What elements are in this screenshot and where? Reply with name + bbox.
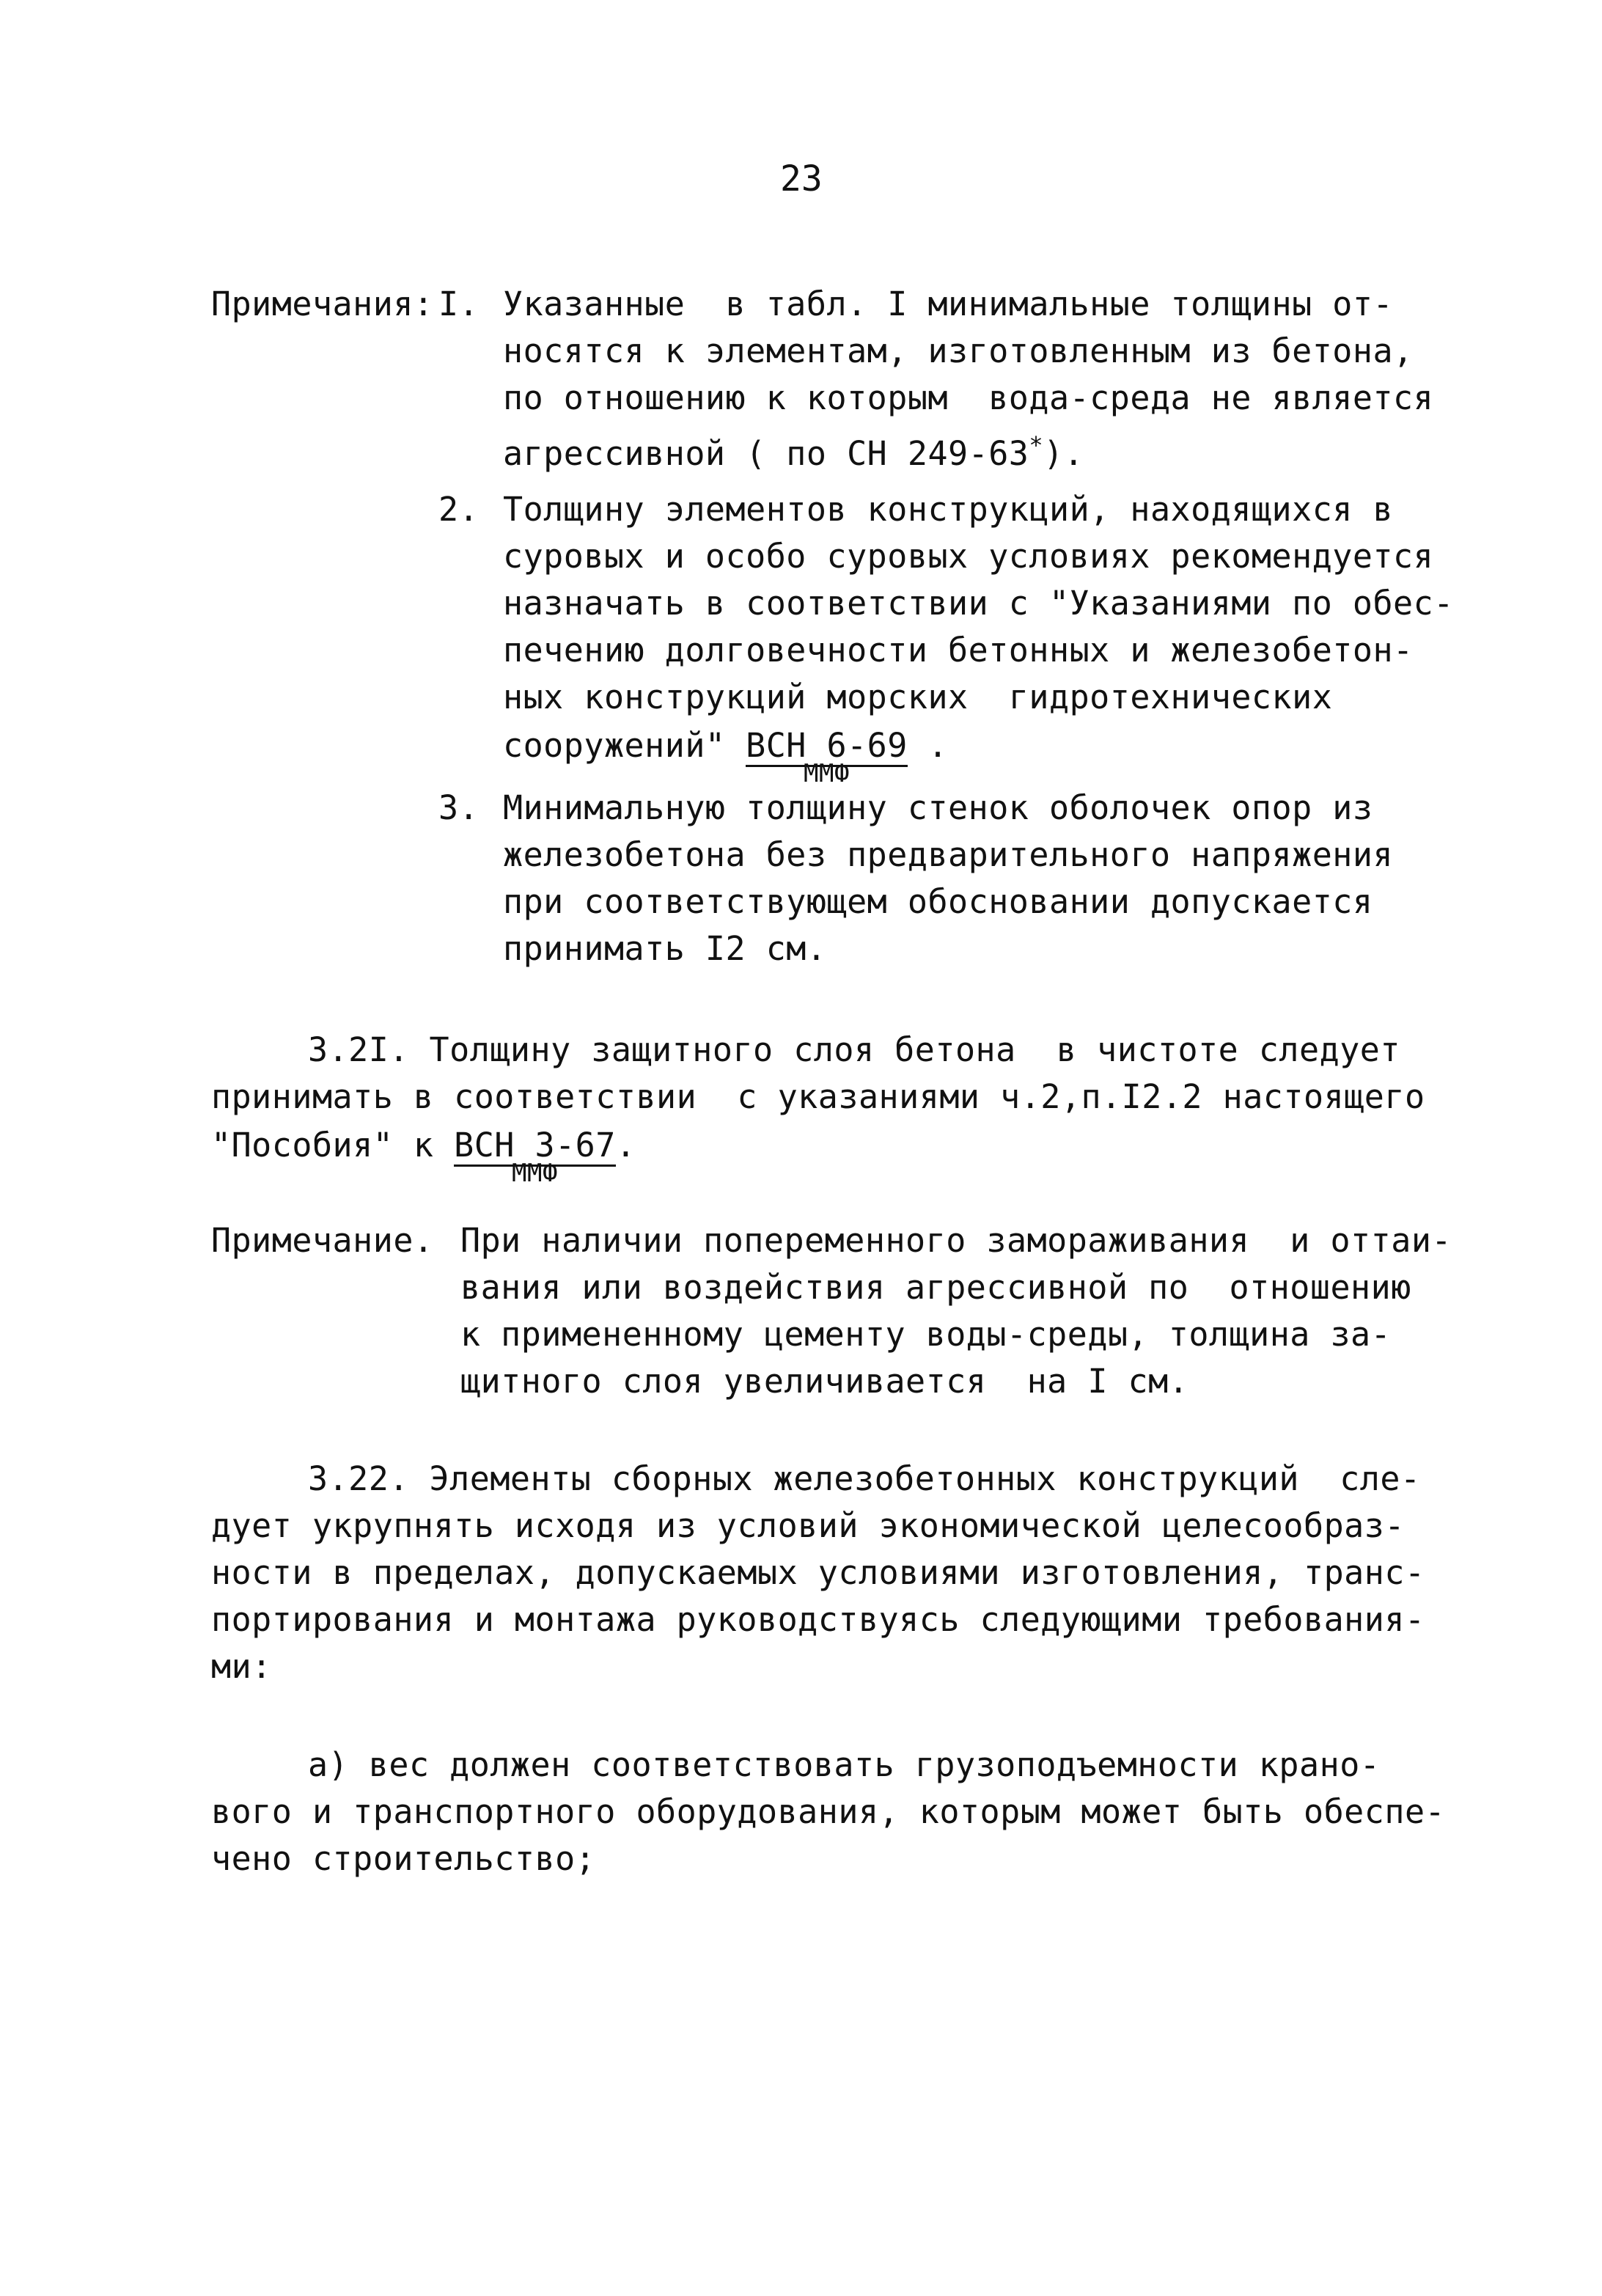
note-2-line-6: сооружений" ВСН 6-69 ММФ . [503, 722, 948, 769]
p322-line-3: ности в пределах, допускаемых условиями изготовления, транс- [211, 1553, 1425, 1592]
note-1-line-3: по отношению к которым вода-среда не является [503, 378, 1434, 417]
note-3-line-4: принимать I2 см. [503, 929, 827, 968]
note-2-line-4: печению долговечности бетонных и железобетон- [503, 631, 1414, 670]
p321-line-3: "Пособия" к ВСН 3-67 ММФ . [211, 1122, 636, 1169]
p322-line-2: дует укрупнять исходя из условий экономической целесообраз- [211, 1506, 1405, 1545]
note-321-line-4: щитного слоя увеличивается на I см. [460, 1362, 1189, 1401]
note-2-number: 2. [438, 490, 480, 529]
note-3-line-3: при соответствующем обосновании допускается [503, 882, 1373, 921]
note-2-line-2: суровых и особо суровых условиях рекомендуется [503, 537, 1434, 576]
note-3-number: 3. [438, 788, 480, 827]
vsn-6-69-reference: ВСН 6-69 ММФ [746, 726, 908, 788]
note-1-number: I. [438, 285, 480, 323]
item-a-line-2: вого и транспортного оборудования, которым может быть обеспе- [211, 1792, 1446, 1831]
note-321-line-3: к примененному цементу воды-среды, толщина за- [460, 1315, 1392, 1354]
note-2-line-1: Толщину элементов конструкций, находящихся в [503, 490, 1394, 529]
item-a-line-1: а) вес должен соответствовать грузоподъемности крано- [308, 1745, 1381, 1784]
p322-line-5: ми: [211, 1647, 272, 1686]
note-1-line-2: носятся к элементам, изготовленным из бетона, [503, 331, 1414, 370]
note-3-line-1: Минимальную толщину стенок оболочек опор из [503, 788, 1373, 827]
note-2-line-5: ных конструкций морских гидротехнических [503, 678, 1333, 716]
note-321-line-1: При наличии попеременного замораживания и оттаи- [460, 1221, 1452, 1260]
item-a-line-3: чено строительство; [211, 1839, 596, 1878]
page-number: 23 [780, 158, 823, 199]
p322-line-1: 3.22. Элементы сборных железобетонных конструкций сле- [308, 1459, 1421, 1498]
note-1-line-4: агрессивной ( по СН 249-63*). [503, 431, 1084, 473]
note-3-line-2: железобетона без предварительного напряжения [503, 835, 1394, 874]
p322-line-4: портирования и монтажа руководствуясь следующими требования- [211, 1600, 1425, 1639]
p321-line-1: 3.2I. Толщину защитного слоя бетона в чистоте следует [308, 1030, 1400, 1069]
note-2-line-3: назначать в соответствии с "Указаниями по обес- [503, 584, 1454, 623]
p321-line-2: принимать в соответствии с указаниями ч.2,п.I2.2 настоящего [211, 1077, 1425, 1116]
notes-label: Примечания: [211, 285, 434, 323]
note-321-line-2: вания или воздействия агрессивной по отношению [460, 1268, 1411, 1307]
note-321-label: Примечание. [211, 1221, 434, 1260]
note-1-line-1: Указанные в табл. I минимальные толщины от- [503, 285, 1394, 323]
vsn-3-67-reference: ВСН 3-67 ММФ [454, 1126, 616, 1188]
